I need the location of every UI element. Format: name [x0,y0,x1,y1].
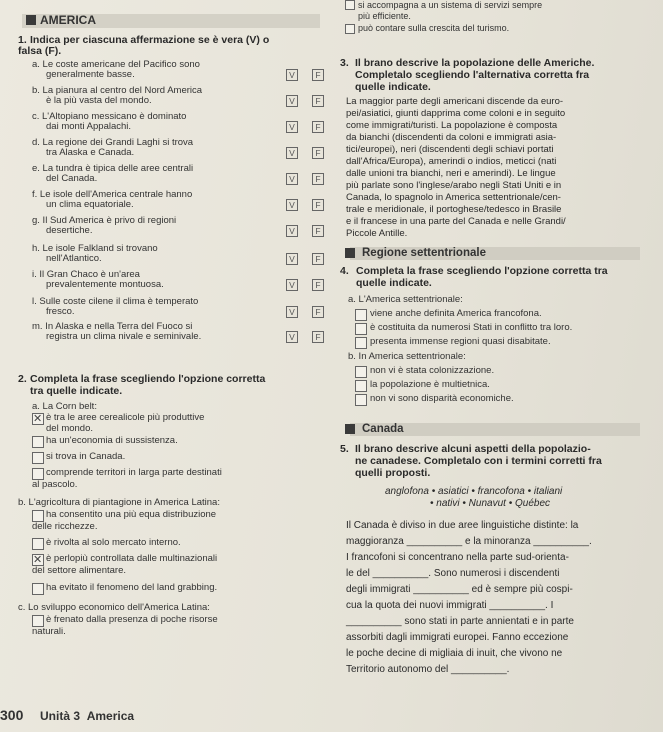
false-box[interactable]: F [312,95,324,107]
statement-line: un clima equatoriale. [46,199,134,210]
section-title: AMERICA [40,13,96,27]
paragraph-line: __________ sono stati in parte annientati e in parte [346,616,574,627]
checkbox[interactable] [32,413,44,425]
paragraph-line: Canada, lo spagnolo in America settentrionale/cen- [346,192,561,203]
option-text: più efficiente. [358,11,411,21]
option-text: presenta immense regioni quasi disabitate. [370,336,551,347]
header-square-icon [26,15,36,25]
checkbox[interactable] [355,394,367,406]
checkbox[interactable] [32,452,44,464]
true-box[interactable]: V [286,69,298,81]
statement-line: prevalentemente montuosa. [46,279,164,290]
section-heading: Regione settentrionale [362,247,486,259]
exercise-title: Completa la frase scegliendo l'opzione corretta tra [356,265,608,277]
false-box[interactable]: F [312,199,324,211]
exercise-title: Il brano descrive alcuni aspetti della popolazio- [355,443,591,455]
paragraph-line: e il francese in una parte del Canada e nelle Grandi/ [346,216,566,227]
statement-line: tra Alaska e Canada. [46,147,135,158]
checkbox[interactable] [355,380,367,392]
paragraph-line: più parlate sono l'inglese/arabo negli Stati Uniti e in [346,180,562,191]
paragraph-line: maggioranza __________ e la minoranza __________. [346,536,592,547]
true-box[interactable]: V [286,121,298,133]
unit-label: Unità 3 [40,709,81,723]
word-bank: • nativi • Nunavut • Québec [430,498,551,509]
word-bank: anglofona • asiatici • francofona • italiani [385,486,563,497]
option-text: la popolazione è multietnica. [370,379,490,390]
true-box[interactable]: V [286,306,298,318]
section-heading: Canada [362,423,404,435]
exercise-title: quelle indicate. [355,81,431,93]
paragraph-line: cua la quota dei nuovi immigrati __________. I [346,600,554,611]
option-text: è rivolta al solo mercato interno. [46,537,181,548]
option-text: comprende territori in larga parte destinati [46,467,222,478]
exercise-number: 3. [340,57,349,69]
section-square-icon [345,424,355,434]
exercise-title: quelli proposti. [355,467,431,479]
exercise-number: 1. [18,34,27,46]
question-head: a. L'America settentrionale: [348,294,463,305]
option-text: si accompagna a un sistema di servizi sempre [358,0,543,10]
option-text: è frenato dalla presenza di poche risorse [46,614,218,625]
statement-line: registra un clima nivale e seminivale. [46,331,202,342]
paragraph-line: dalle unioni tra bianchi, neri e amerindi). Le lingue [346,168,556,179]
false-box[interactable]: F [312,121,324,133]
exercise-title: Il brano descrive la popolazione delle Americhe. [355,57,595,69]
false-box[interactable]: F [312,69,324,81]
question-head: a. La Corn belt: [32,401,97,412]
true-box[interactable]: V [286,279,298,291]
question-head: c. Lo sviluppo economico dell'America Latina: [18,602,210,613]
statement-line: del Canada. [46,173,98,184]
paragraph-line: dall'Africa/Europa), amerindi o indios, meticci (nati [346,156,557,167]
false-box[interactable]: F [312,253,324,265]
statement-line: h. Le isole Falkland si trovano [32,243,158,254]
false-box[interactable]: F [312,331,324,343]
statement-line: nell'Atlantico. [46,253,102,264]
checkbox[interactable] [355,309,367,321]
paragraph-line: come immigrati/turisti. La popolazione è composta [346,120,558,131]
paragraph-line: da bianchi (discendenti da coloni e immigrati asia- [346,132,557,143]
statement-line: a. Le coste americane del Pacifico sono [32,59,200,70]
statement-line: e. La tundra è tipica delle aree centrali [32,163,194,174]
exercise-title: ne canadese. Completalo con i termini corretti fra [355,455,602,467]
exercise-title: Indica per ciascuna affermazione se è vera (V) o [30,34,270,46]
false-box[interactable]: F [312,173,324,185]
option-text: è perlopiù controllata dalle multinazionali [46,553,218,564]
paragraph-line: trale e meridionale, il portoghese/tedesco in Brasile [346,204,562,215]
false-box[interactable]: F [312,147,324,159]
statement-line: m. In Alaska e nella Terra del Fuoco si [32,321,193,332]
checkbox[interactable] [32,436,44,448]
true-box[interactable]: V [286,173,298,185]
option-text: non vi sono disparità economiche. [370,393,514,404]
paragraph-line: le del __________. Sono numerosi i discendenti [346,568,560,579]
true-box[interactable]: V [286,225,298,237]
paragraph-line: tici/europei), neri (discendenti degli schiavi portati [346,144,554,155]
exercise-title: Completa la frase scegliendo l'opzione corretta [30,373,266,385]
paragraph-line: Piccole Antille. [346,228,408,239]
page-number: 300 [0,707,24,723]
paragraph-line: La maggior parte degli americani discende da euro- [346,96,564,107]
option-text: del settore alimentare. [32,565,126,576]
statement-line: dai monti Appalachi. [46,121,132,132]
section-square-icon [345,248,355,258]
option-text: viene anche definita America francofona. [370,308,542,319]
statement-line: b. La pianura al centro del Nord America [32,85,203,96]
paragraph-line: le poche decine di migliaia di inuit, che vivono ne [346,648,563,659]
paragraph-line: Il Canada è diviso in due aree linguistiche distinte: la [346,520,579,531]
paragraph-line: pei/asiatici, giunti dapprima come coloni e in seguito [346,108,566,119]
checkbox[interactable] [355,366,367,378]
option-text: è costituita da numerosi Stati in conflitto tra loro. [370,322,573,333]
paragraph-line: degli immigrati __________ ed è sempre più cospi- [346,584,573,595]
checkbox[interactable] [355,337,367,349]
statement-line: d. La regione dei Grandi Laghi si trova [32,137,194,148]
checkbox[interactable] [345,24,355,34]
option-text: ha evitato il fenomeno del land grabbing. [46,582,218,593]
option-text: delle ricchezze. [32,521,98,532]
true-box[interactable]: V [286,95,298,107]
statement-line: f. Le isole dell'America centrale hanno [32,189,193,200]
paragraph-line: I francofoni si concentrano nella parte sud-orienta- [346,552,569,563]
true-box[interactable]: V [286,199,298,211]
statement-line: generalmente basse. [46,69,135,80]
exercise-title: tra quelle indicate. [30,385,123,397]
statement-line: c. L'Altopiano messicano è dominato [32,111,187,122]
false-box[interactable]: F [312,279,324,291]
exercise-number: 2. [18,373,27,385]
checkbox[interactable] [345,0,355,10]
option-text: del mondo. [46,423,94,434]
statement-line: è la più vasta del mondo. [46,95,152,106]
exercise-number: 5. [340,443,349,455]
question-head: b. In America settentrionale: [348,351,466,362]
true-box[interactable]: V [286,147,298,159]
statement-line: fresco. [46,306,75,317]
exercise-title: falsa (F). [18,45,62,57]
exercise-number: 4. [340,265,349,277]
checkbox[interactable] [355,323,367,335]
question-head: b. L'agricoltura di piantagione in America Latina: [18,497,220,508]
statement-line: g. Il Sud America è privo di regioni [32,215,177,226]
true-box[interactable]: V [286,331,298,343]
footer-unit [40,709,134,723]
option-text: ha un'economia di sussistenza. [46,435,178,446]
statement-line: i. Il Gran Chaco è un'area [32,269,140,280]
unit-title: America [86,709,135,723]
paragraph-line: assorbiti dagli immigrati europei. Fanno eccezione [346,632,569,643]
checkbox[interactable] [32,583,44,595]
false-box[interactable]: F [312,225,324,237]
statement-line: l. Sulle coste cilene il clima è temperato [32,296,199,307]
checkbox[interactable] [32,538,44,550]
option-text: si trova in Canada. [46,451,126,462]
true-box[interactable]: V [286,253,298,265]
statement-line: desertiche. [46,225,93,236]
exercise-title: quelle indicate. [356,277,432,289]
option-text: al pascolo. [32,479,78,490]
option-text: può contare sulla crescita del turismo. [358,23,510,33]
option-text: naturali. [32,626,66,637]
option-text: non vi è stata colonizzazione. [370,365,495,376]
false-box[interactable]: F [312,306,324,318]
option-text: è tra le aree cerealicole più produttive [46,412,205,423]
option-text: ha consentito una più equa distribuzione [46,509,217,520]
exercise-title: Completalo scegliendo l'alternativa corretta fra [355,69,590,81]
paragraph-line: Territorio autonomo del __________. [346,664,510,675]
